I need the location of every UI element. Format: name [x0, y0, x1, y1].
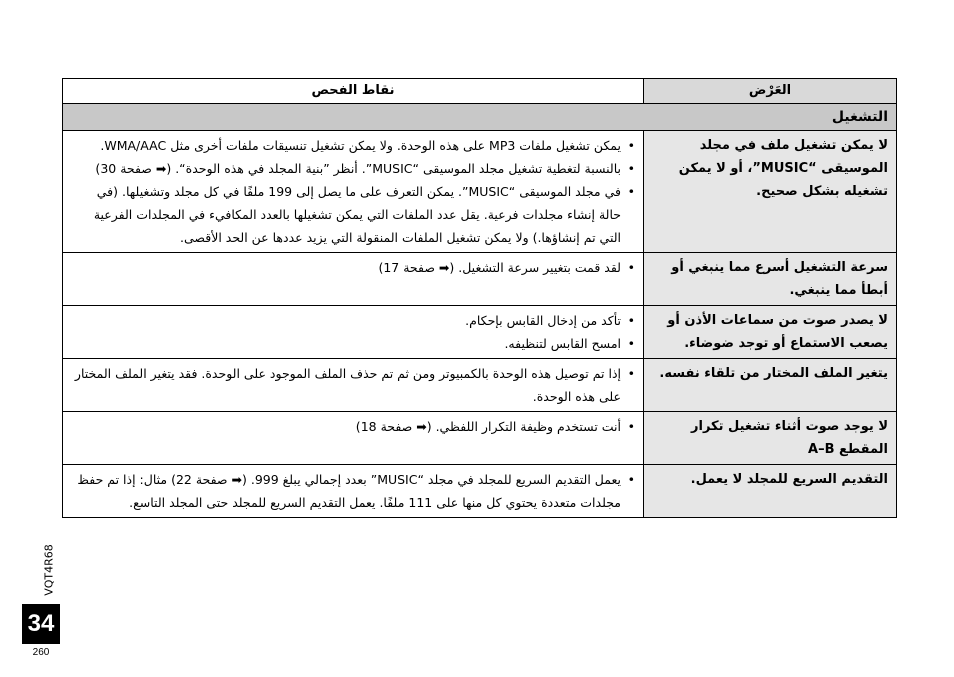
check-item: • لقد قمت بتغيير سرعة التشغيل. (➡ صفحة 17): [71, 256, 635, 279]
check-item: • يمكن تشغيل ملفات MP3 على هذه الوحدة. ولا يمكن تشغيل تنسيقات ملفات أخرى مثل WMA/AAC.: [71, 134, 635, 157]
model-code: VQT4R68: [42, 544, 56, 596]
check-points-cell: [63, 131, 644, 253]
symptom-cell: لا يصدر صوت من سماعات الأذن أو يصعب الاستماع أو توجد ضوضاء.: [644, 306, 897, 359]
symptom-cell: لا يوجد صوت أثناء تشغيل تكرار المقطع A–B: [644, 412, 897, 465]
table-row: [63, 465, 897, 518]
section-title: التشغيل: [63, 104, 897, 131]
check-item: • بالنسبة لتغطية تشغيل مجلد الموسيقى “MUSIC”. أنظر ”بنية المجلد في هذه الوحدة“. (➡ صفحة 30): [71, 157, 635, 180]
symptom-cell: سرعة التشغيل أسرع مما ينبغي أو أبطأ مما ينبغي.: [644, 253, 897, 306]
table-header-row: [63, 79, 897, 104]
check-points-cell: [63, 465, 644, 518]
check-item: • أنت تستخدم وظيفة التكرار اللفظي. (➡ صفحة 18): [71, 415, 635, 438]
check-item: • يعمل التقديم السريع للمجلد في مجلد “MUSIC” بعدد إجمالي يبلغ 999. (➡ صفحة 22) مثال: إذا تم حفظ مجلدات متعددة يحتوي كل منها على 111 ملفًا. يعمل التقديم السريع للمجلد حتى المجلد التاسع.: [71, 468, 635, 514]
check-points-cell: [63, 412, 644, 465]
check-item: • إذا تم توصيل هذه الوحدة بالكمبيوتر ومن ثم تم حذف الملف الموجود على الوحدة. فقد يتغير الملف المختار على هذه الوحدة.: [71, 362, 635, 408]
table-row: [63, 359, 897, 412]
troubleshooting-table: [62, 78, 897, 518]
section-row: [63, 104, 897, 131]
check-points-cell: [63, 359, 644, 412]
check-points-cell: [63, 253, 644, 306]
header-symptom: العَرْض: [644, 79, 897, 104]
table-row: [63, 253, 897, 306]
check-points-cell: [63, 306, 644, 359]
check-list: [71, 256, 635, 279]
symptom-cell: التقديم السريع للمجلد لا يعمل.: [644, 465, 897, 518]
table-row: [63, 306, 897, 359]
check-item: • في مجلد الموسيقى “MUSIC”. يمكن التعرف على ما يصل إلى 199 ملفًا في كل مجلد وتشغيلها. (في حالة إنشاء مجلدات فرعية. يقل عدد الملفات التي يمكن تشغيلها بالعدد المكافيء في المجلدات الفرعية التي تم إنشاؤها.) ولا يمكن تشغيل الملفات المنقولة التي يزيد عددها عن الحد الأقصى.: [71, 180, 635, 249]
check-list: [71, 468, 635, 514]
check-list: [71, 415, 635, 438]
symptom-cell: يتغير الملف المختار من تلقاء نفسه.: [644, 359, 897, 412]
check-list: [71, 134, 635, 249]
check-item: • تأكد من إدخال القابس بإحكام.: [71, 309, 635, 332]
table-row: [63, 412, 897, 465]
symptom-cell: لا يمكن تشغيل ملف في مجلد الموسيقى “MUSIC”، أو لا يمكن تشغيله بشكل صحيح.: [644, 131, 897, 253]
page-number: 34: [22, 604, 60, 644]
table-row: [63, 131, 897, 253]
check-list: [71, 309, 635, 355]
sub-page-number: 260: [32, 647, 50, 658]
check-item: • امسح القابس لتنظيفه.: [71, 332, 635, 355]
header-check-points: نقاط الفحص: [63, 79, 644, 104]
check-list: [71, 362, 635, 408]
